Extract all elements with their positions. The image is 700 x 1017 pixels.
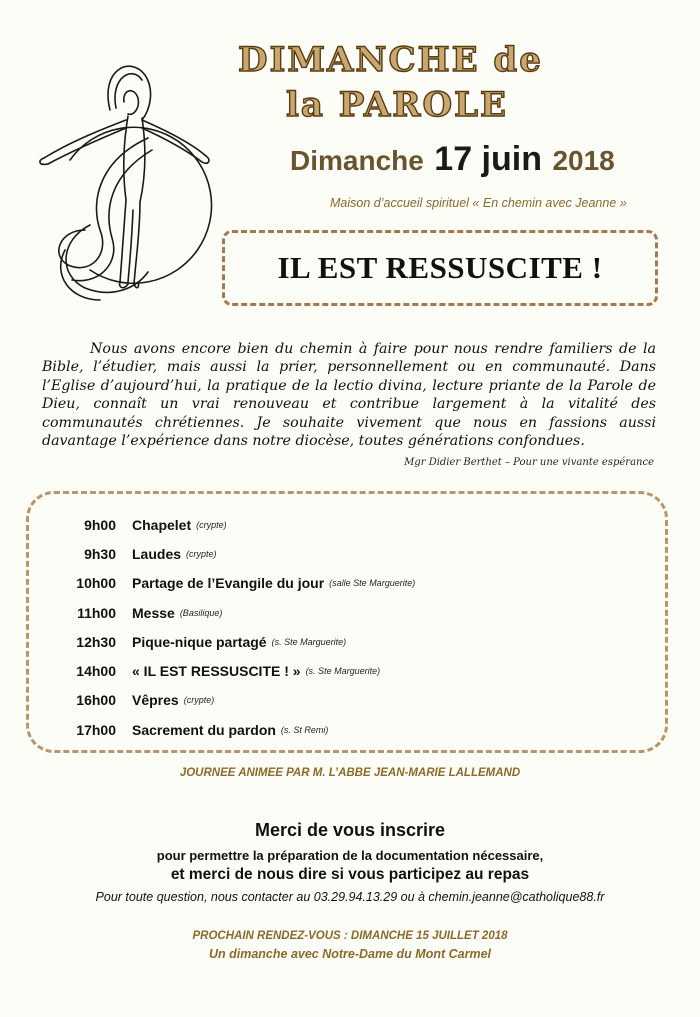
schedule-item [48,569,648,598]
schedule-location: (crypte) [183,695,215,706]
schedule-location: (crypte) [186,548,217,559]
schedule-time: 14h00 [76,663,116,680]
slogan-text: IL EST RESSUSCITE ! [277,250,603,285]
schedule-label: Partage de l’Evangile du jour [132,575,325,592]
schedule-label: Pique-nique partagé [132,633,267,650]
schedule-label: Chapelet [132,516,192,533]
schedule-time: 12h30 [76,633,116,650]
registration-line-2: et merci de nous dire si vous participez au repas [170,866,530,883]
title-line-1: DIMANCHE de [238,40,543,80]
schedule-time: 9h30 [84,545,116,562]
registration-title: Merci de vous inscrire [254,820,446,840]
schedule-time: 9h00 [84,516,116,533]
schedule-item [48,715,648,744]
animated-by: JOURNEE ANIMEE PAR M. L’ABBE JEAN-MARIE LALLEMAND [179,767,521,779]
venue-subtitle: Maison d’accueil spirituel « En chemin avec Jeanne » [330,196,627,210]
event-date [290,140,615,179]
schedule-location: (salle Ste Marguerite) [329,578,416,589]
slogan-box [222,230,658,306]
quote-author: Mgr Didier Berthet – Pour une vivante espérance [404,457,654,468]
schedule-item [48,510,648,539]
schedule-label: « IL EST RESSUSCITE ! » [132,663,301,680]
schedule-item [48,656,648,685]
schedule-list [48,510,648,744]
schedule-time: 10h00 [76,575,116,592]
schedule-label: Laudes [132,545,182,562]
date-day: 17 juin [434,140,542,178]
next-event-theme: Un dimanche avec Notre-Dame du Mont Carmel [208,947,491,961]
risen-christ-line-drawing-icon [30,50,215,305]
bishop-quote: Nous avons encore bien du chemin à faire pour nous rendre familiers de la Bible, l’étudier, mais aussi la prier, personnellement ou en communauté. Dans l’Eglise d’aujourd’hui, la pratique de la lectio divina, lecture priante de la Parole de Dieu, connaît un vrai renouveau et contribue largement à la vitalité des communautés chrétiennes. Je souhaite vivement que nous en fassions aussi davantage l’expérience dans notre diocèse, toutes générations confondues. [42,341,656,450]
schedule-label: Sacrement du pardon [132,721,276,738]
schedule-location: (s. St Remi) [280,724,329,735]
schedule-location: (crypte) [196,519,227,530]
schedule-label: Vêpres [132,692,179,709]
registration-line-1: pour permettre la préparation de la documentation nécessaire, [156,848,544,863]
schedule-item [48,627,648,656]
contact-info: Pour toute question, nous contacter au 03.29.94.13.29 ou à chemin.jeanne@catholique88.fr [95,890,605,904]
schedule-location: (Basilique) [179,607,223,618]
title-line-2: la PAROLE [286,85,508,125]
schedule-label: Messe [132,604,175,621]
schedule-item [48,686,648,715]
date-year: 2018 [552,145,615,176]
next-event-date: PROCHAIN RENDEZ-VOUS : DIMANCHE 15 JUILLET 2018 [192,930,508,942]
schedule-item [48,598,648,627]
schedule-item [48,539,648,568]
date-weekday: Dimanche [290,145,424,176]
schedule-location: (s. Ste Marguerite) [305,666,381,677]
schedule-time: 11h00 [77,604,116,621]
schedule-location: (s. Ste Marguerite) [271,636,347,647]
schedule-time: 16h00 [76,692,116,709]
schedule-time: 17h00 [76,721,116,738]
